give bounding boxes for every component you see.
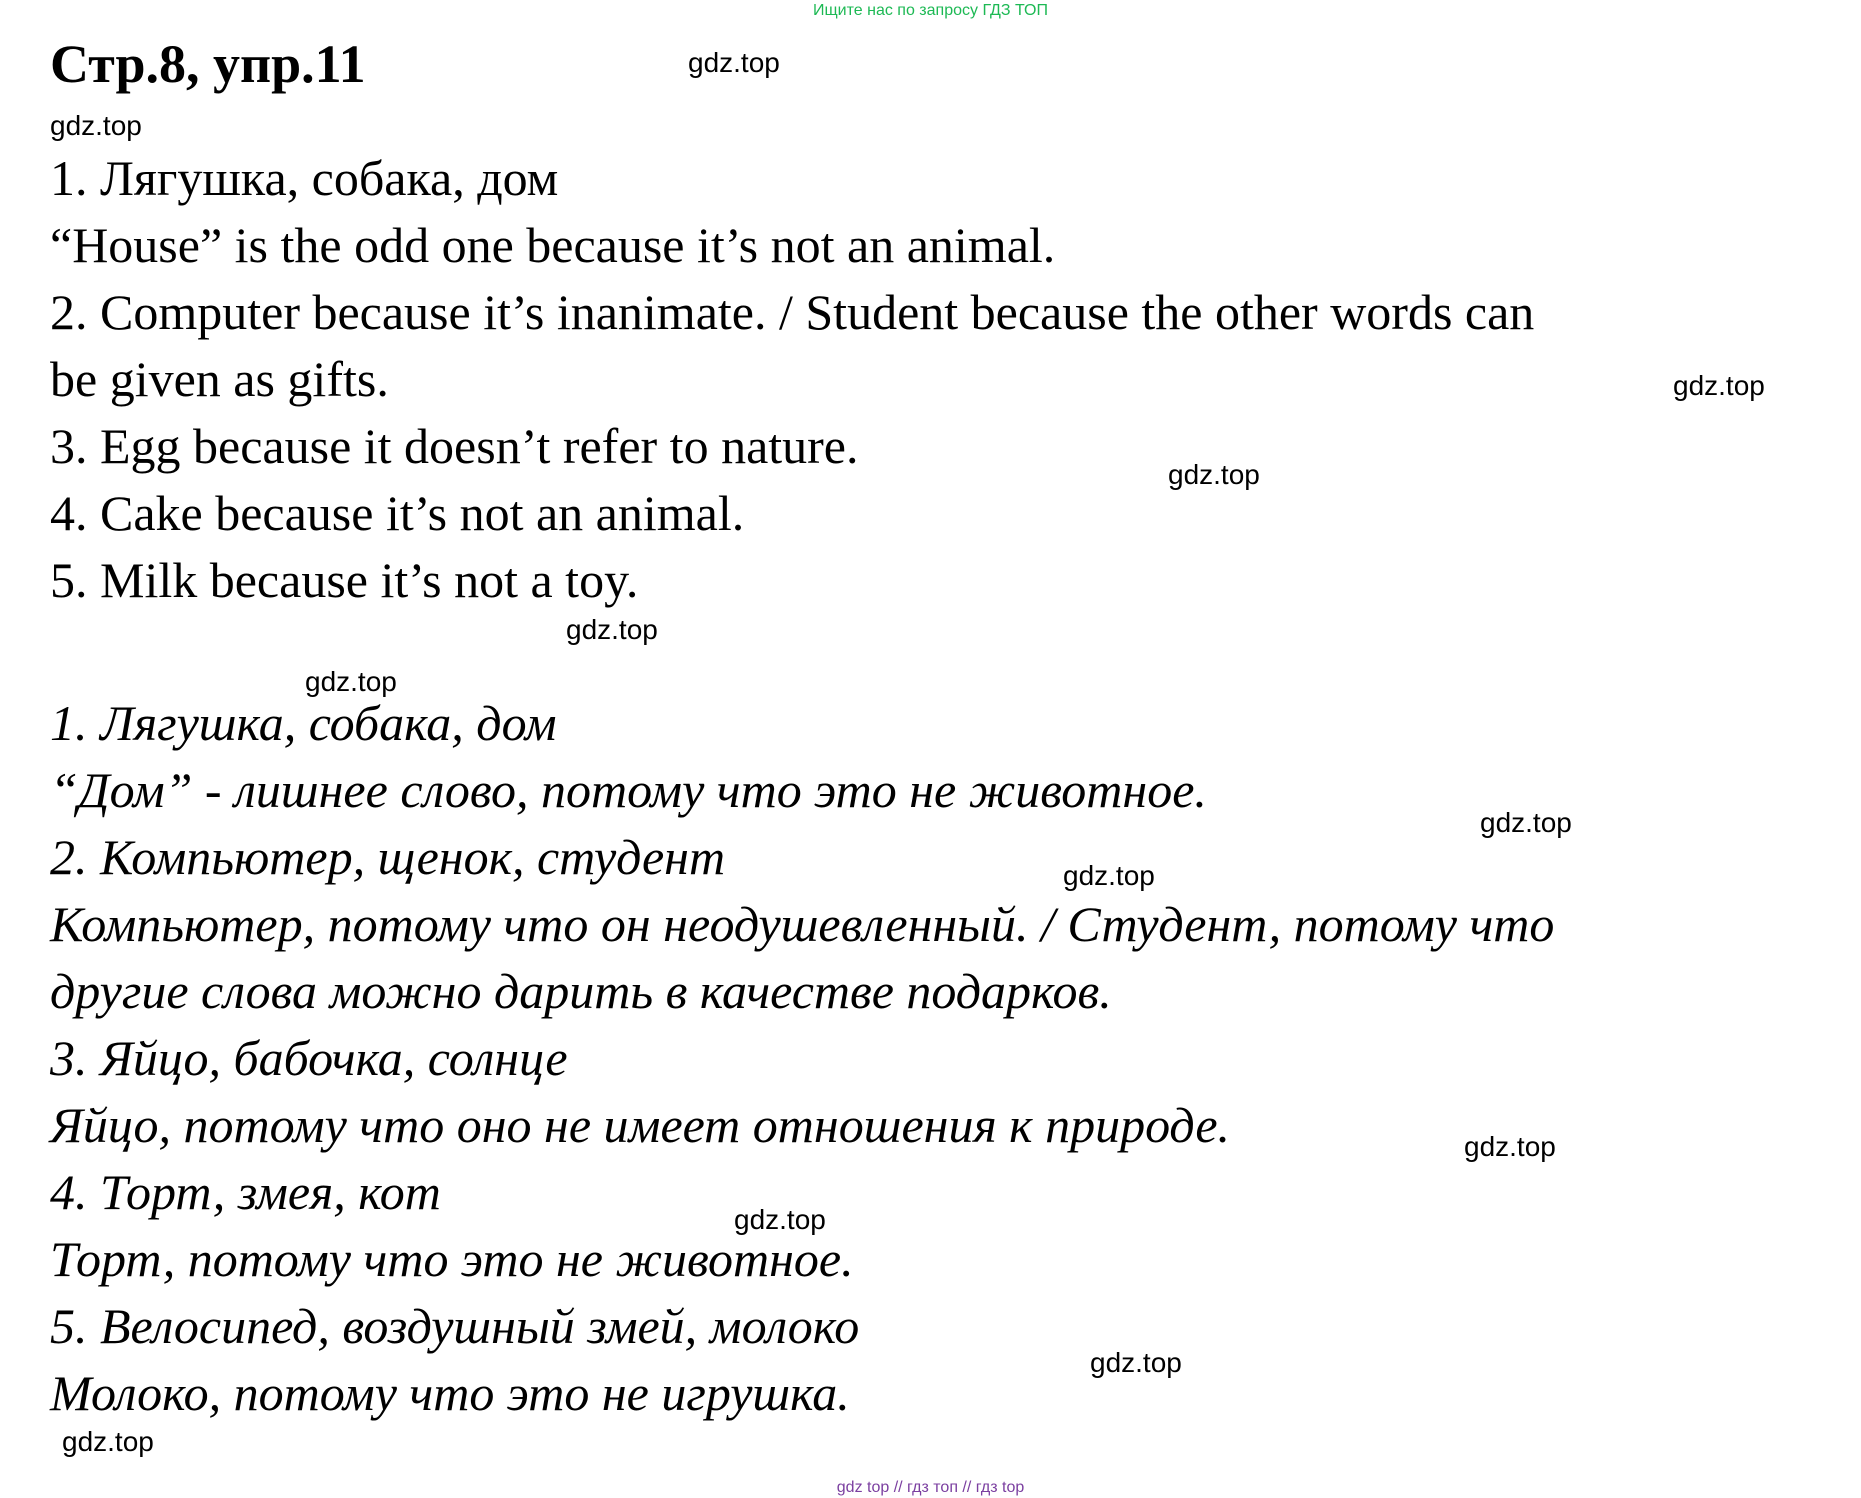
watermark: gdz.top: [50, 110, 142, 141]
watermark: gdz.top: [1673, 370, 1765, 401]
russian-answers: [50, 690, 1830, 1427]
translation-line: Яйцо, потому что оно не имеет отношения к природе.: [50, 1097, 1231, 1153]
translation-line: “Дом” - лишнее слово, потому что это не животное.: [50, 762, 1207, 818]
watermark: gdz.top: [566, 614, 658, 645]
answer-line: “House” is the odd one because it’s not an animal.: [50, 217, 1056, 273]
watermark: gdz.top: [1063, 860, 1155, 891]
watermark: gdz.top: [734, 1204, 826, 1235]
translation-line: 2. Компьютер, щенок, студент: [50, 829, 726, 885]
translation-line: 1. Лягушка, собака, дом: [50, 695, 557, 751]
answer-line: 1. Лягушка, собака, дом: [50, 150, 559, 206]
english-answers: [50, 145, 1830, 614]
answer-line: be given as gifts.: [50, 351, 389, 407]
translation-line: 4. Торт, змея, кот: [50, 1164, 441, 1220]
answer-line: 2. Computer because it’s inanimate. / Student because the other words can: [50, 284, 1535, 340]
watermark: gdz.top: [688, 47, 780, 78]
watermark: gdz.top: [1090, 1347, 1182, 1378]
watermark: gdz.top: [1168, 459, 1260, 490]
watermark: gdz.top: [1480, 807, 1572, 838]
translation-line: 3. Яйцо, бабочка, солнце: [50, 1030, 568, 1086]
watermark: gdz.top: [305, 666, 397, 697]
translation-line: другие слова можно дарить в качестве подарков.: [50, 963, 1112, 1019]
translation-line: 5. Велосипед, воздушный змей, молоко: [50, 1298, 860, 1354]
footer-watermark: gdz top // гдз топ // гдз top: [836, 1479, 1025, 1496]
translation-line: Молоко, потому что это не игрушка.: [50, 1365, 850, 1421]
watermark: gdz.top: [1464, 1131, 1556, 1162]
top-banner: Ищите нас по запросу ГДЗ ТОП: [813, 2, 1048, 19]
watermark: gdz.top: [62, 1426, 154, 1457]
answer-line: 4. Cake because it’s not an animal.: [50, 485, 745, 541]
page-title: Стр.8, упр.11: [50, 34, 366, 94]
answer-line: 3. Egg because it doesn’t refer to nature.: [50, 418, 859, 474]
translation-line: Торт, потому что это не животное.: [50, 1231, 854, 1287]
answer-line: 5. Milk because it’s not a toy.: [50, 552, 639, 608]
translation-line: Компьютер, потому что он неодушевленный. / Студент, потому что: [50, 896, 1555, 952]
